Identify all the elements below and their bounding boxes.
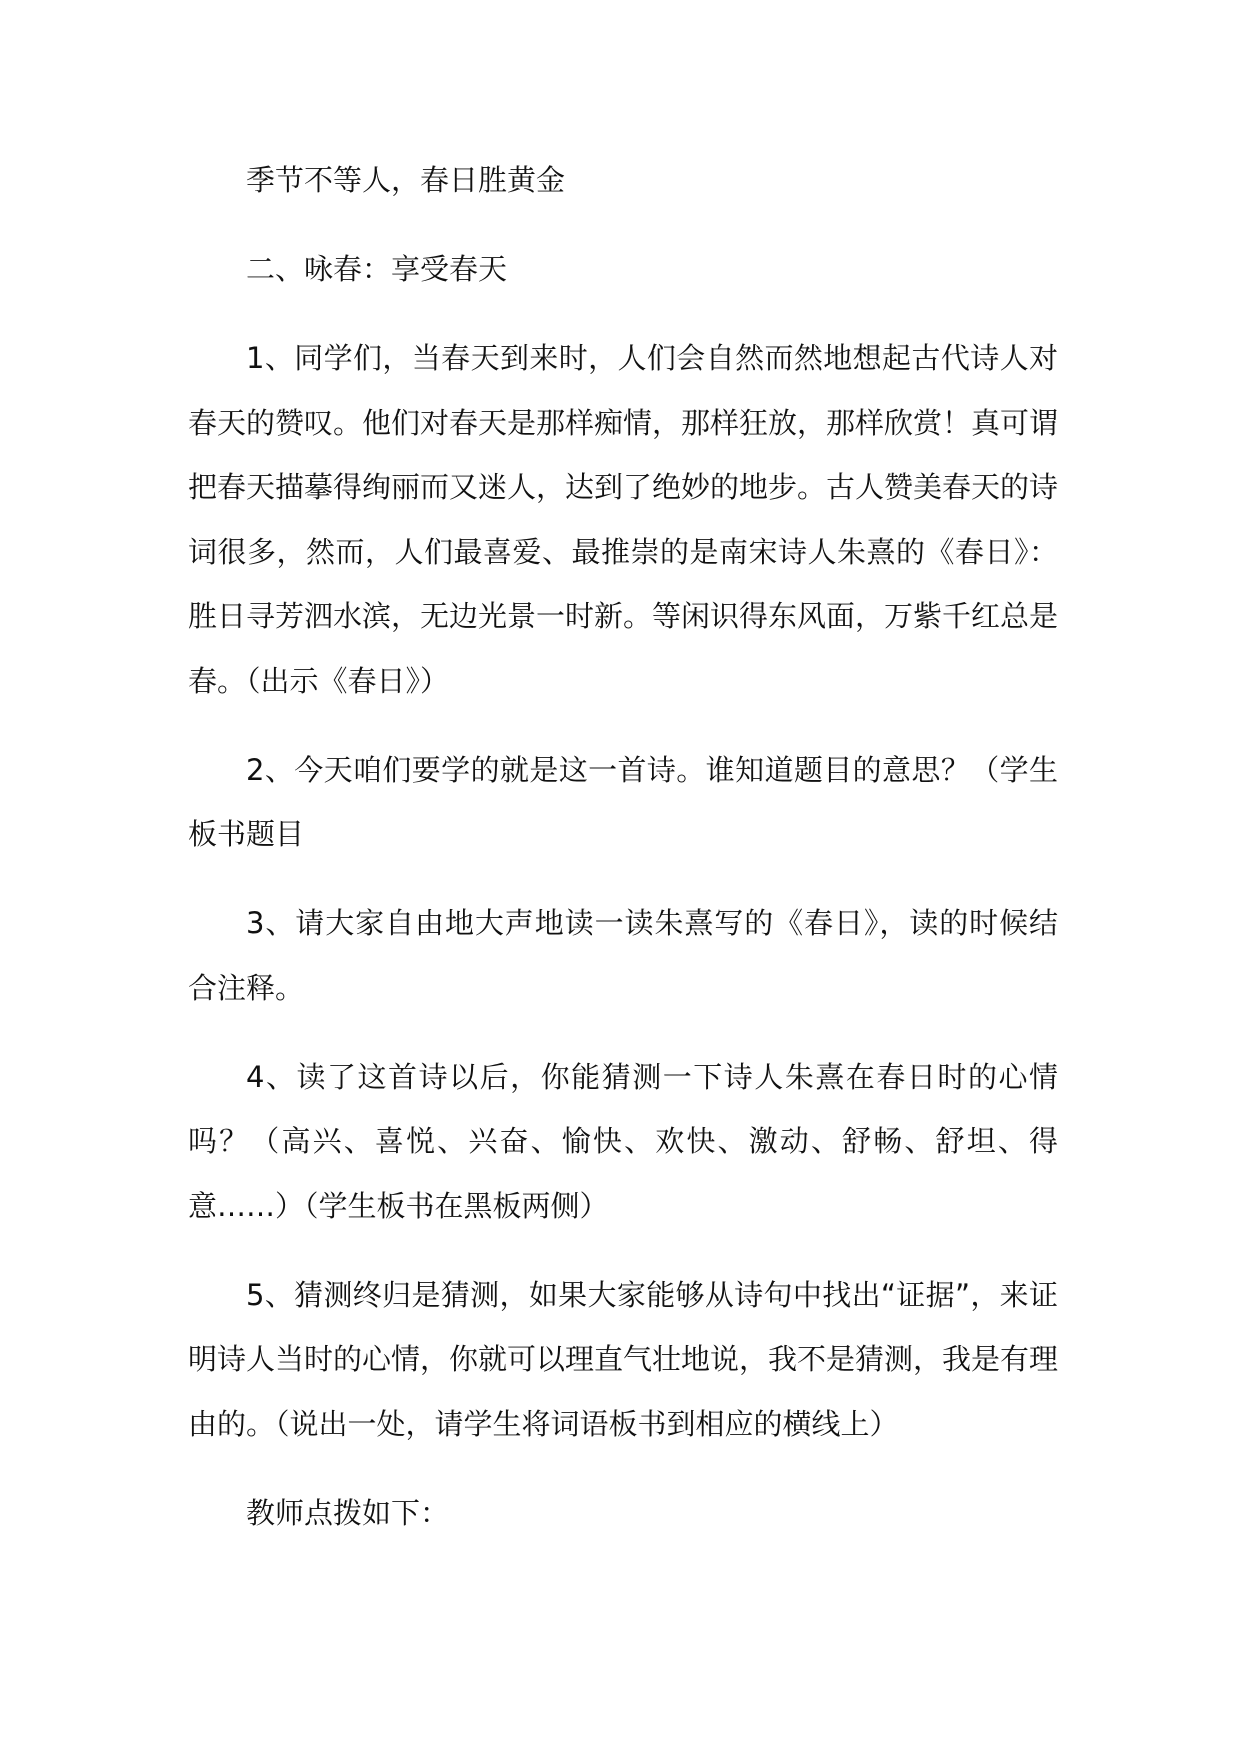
paragraph-step-4: 4、读了这首诗以后，你能猜测一下诗人朱熹在春日时的心情吗？（高兴、喜悦、兴奋、愉快、欢快、激动、舒畅、舒坦、得意……）（学生板书在黑板两侧） [188,1059,1058,1223]
paragraph-proverb: 季节不等人，春日胜黄金 [246,163,566,197]
paragraph-teacher-note: 教师点拨如下： [246,1495,450,1530]
paragraph-step-1: 1、同学们，当春天到来时，人们会自然而然地想起古代诗人对春天的赞叹。他们对春天是那样痴情，那样狂放，那样欣赏！真可谓把春天描摹得绚丽而又迷人，达到了绝妙的地步。古人赞美春天的诗词很多，然而，人们最喜爱、最推崇的是南宋诗人朱熹的《春日》：胜日寻芳泗水滨，无边光景一时新。等闲识得东风面，万紫千红总是春。（出示《春日》） [188,341,1059,698]
paragraph-step-3: 3、请大家自由地大声地读一读朱熹写的《春日》，读的时候结合注释。 [188,906,1058,1005]
paragraph-step-2: 2、今天咱们要学的就是这一首诗。谁知道题目的意思？（学生板书题目 [188,752,1058,851]
paragraph-step-5: 5、猜测终归是猜测，如果大家能够从诗句中找出“证据”，来证明诗人当时的心情，你就可以理直气壮地说，我不是猜测，我是有理由的。（说出一处，请学生将词语板书到相应的横线上） [188,1277,1059,1441]
document-body [188,148,1058,1570]
section-heading: 二、咏春：享受春天 [246,252,508,286]
